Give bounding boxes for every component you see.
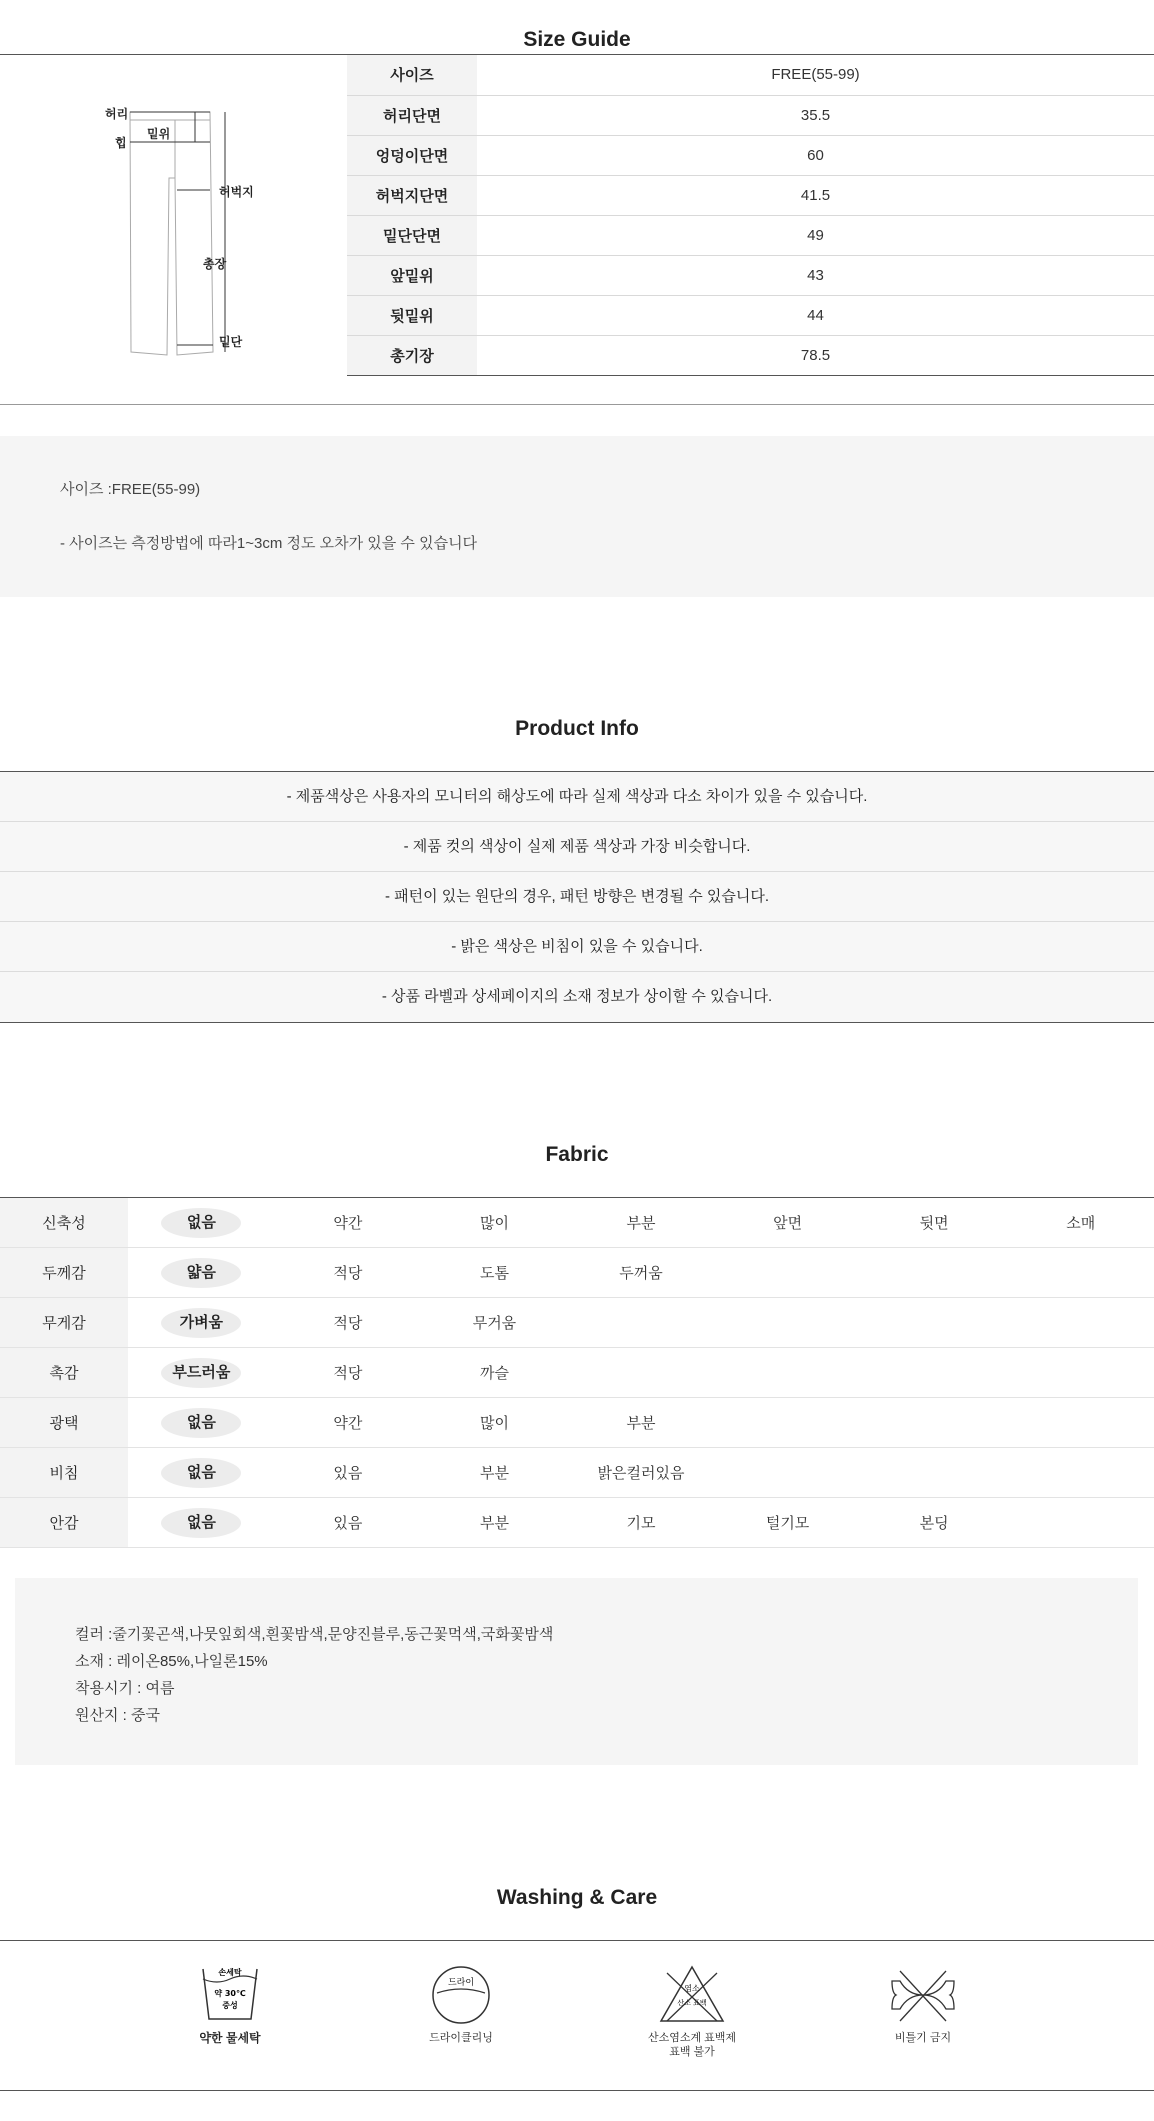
fabric-option-cell [421,1498,568,1548]
fabric-option-cell [421,1298,568,1348]
diagram-label-hip: 힙 [115,136,127,150]
fabric-option-cell [128,1448,275,1498]
fabric-row-label: 무게감 [0,1298,128,1348]
size-table-row [347,95,1154,135]
no-bleach-icon-text: 염소 [684,1984,700,1993]
pants-diagram [95,90,275,380]
product-info-item: - 제품 컷의 색상이 실제 제품 색상과 가장 비슷합니다. [0,822,1154,872]
wash-item-dry-clean [386,1963,536,2045]
size-table-row [347,215,1154,255]
fabric-option-cell [568,1198,715,1248]
wash-label: 산소염소계 표백제 표백 불가 [647,2032,737,2058]
fabric-option: 약간 [333,1215,363,1232]
size-notes-box [0,436,1154,597]
dry-clean-icon [426,1963,496,2027]
fabric-row [0,1498,1154,1548]
fabric-option-cell [128,1398,275,1448]
fabric-option: 두꺼움 [619,1265,663,1282]
fabric-option-cell [1007,1448,1154,1498]
fabric-option-cell [421,1198,568,1248]
size-table-row [347,135,1154,175]
fabric-option: 적당 [333,1265,363,1282]
size-row-value: FREE(55-99) [477,55,1154,95]
fabric-option-cell [568,1298,715,1348]
fabric-option-cell [421,1398,568,1448]
spec-color: 컬러 :줄기꽃곤색,나뭇잎회색,흰꽃밤색,문양진블루,동근꽃먹색,국화꽃밤색 [75,1626,554,1643]
fabric-option-cell [421,1348,568,1398]
fabric-row-label: 신축성 [0,1198,128,1248]
fabric-option-cell [861,1398,1008,1448]
fabric-option-cell [1007,1198,1154,1248]
hand-wash-icon-text: 약 30℃ [214,1989,246,1998]
fabric-option-selected: 가벼움 [161,1308,241,1338]
fabric-option-cell [275,1198,422,1248]
fabric-option-cell [861,1248,1008,1298]
size-row-label: 허벅지단면 [347,175,477,215]
fabric-option-cell [714,1248,861,1298]
washing-care-title: Washing & Care [496,1886,658,1909]
fabric-option-cell [714,1448,861,1498]
fabric-option-cell [861,1198,1008,1248]
fabric-option: 털기모 [765,1515,810,1532]
fabric-option: 뒷면 [919,1215,949,1232]
fabric-option: 부분 [479,1465,509,1482]
spec-material: 소재 : 레이온85%,나일론15% [75,1653,268,1670]
size-row-value: 43 [477,255,1154,295]
fabric-option-cell [275,1298,422,1348]
fabric-row [0,1248,1154,1298]
size-note: - 사이즈는 측정방법에 따라1~3cm 정도 오차가 있을 수 있습니다 [60,535,478,552]
fabric-option: 앞면 [773,1215,803,1232]
size-table-row [347,255,1154,295]
wash-label: 드라이클리닝 [429,2032,493,2044]
fabric-option-cell [1007,1498,1154,1548]
product-info-item: - 밝은 색상은 비침이 있을 수 있습니다. [0,922,1154,972]
fabric-title: Fabric [545,1143,609,1166]
fabric-option-cell [568,1398,715,1448]
fabric-option-cell [1007,1298,1154,1348]
fabric-option: 도톰 [479,1265,509,1282]
size-table-row [347,295,1154,335]
fabric-option: 본딩 [919,1515,949,1532]
washing-bottom-divider [0,2090,1154,2091]
fabric-option: 약간 [333,1415,363,1432]
no-bleach-icon [657,1963,727,2027]
size-row-label: 허리단면 [347,95,477,135]
fabric-option-cell [861,1448,1008,1498]
fabric-row-label: 광택 [0,1398,128,1448]
size-row-label: 사이즈 [347,55,477,95]
size-row-value: 35.5 [477,95,1154,135]
fabric-option-cell [568,1248,715,1298]
fabric-option-cell [275,1348,422,1398]
size-note: 사이즈 :FREE(55-99) [60,481,201,498]
size-table-row [347,335,1154,375]
dry-clean-icon-text: 드라이 [447,1978,475,1988]
product-info-list [0,771,1154,1023]
fabric-option-cell [128,1198,275,1248]
fabric-option-cell [128,1298,275,1348]
fabric-row-label: 비침 [0,1448,128,1498]
fabric-option: 부분 [479,1515,509,1532]
no-wring-icon [888,1963,958,2027]
fabric-option-cell [861,1298,1008,1348]
size-row-value: 49 [477,215,1154,255]
product-info-item: - 제품색상은 사용자의 모니터의 해상도에 따라 실제 색상과 다소 차이가 있을 수 있습니다. [0,772,1154,822]
size-row-label: 밑단단면 [347,215,477,255]
fabric-option: 많이 [479,1415,509,1432]
size-row-value: 60 [477,135,1154,175]
fabric-option: 많이 [479,1215,509,1232]
size-row-value: 44 [477,295,1154,335]
fabric-option-cell [568,1448,715,1498]
wash-item-no-wring [848,1963,998,2045]
product-info-title: Product Info [515,717,639,740]
fabric-specs-box [15,1578,1138,1765]
fabric-option-cell [714,1298,861,1348]
fabric-option-selected: 부드러움 [161,1358,241,1388]
fabric-option-cell [1007,1248,1154,1298]
fabric-row-label: 안감 [0,1498,128,1548]
fabric-option-selected: 없음 [161,1508,241,1538]
wash-item-no-bleach [617,1963,767,2059]
spec-season: 착용시기 : 여름 [75,1680,175,1697]
fabric-option-cell [568,1498,715,1548]
fabric-option-cell [1007,1398,1154,1448]
fabric-row-label: 촉감 [0,1348,128,1398]
fabric-option-cell [568,1348,715,1398]
fabric-option: 적당 [333,1365,363,1382]
size-row-label: 앞밑위 [347,255,477,295]
wash-label: 약한 물세탁 [199,2031,261,2045]
fabric-option-cell [275,1398,422,1448]
fabric-option-cell [275,1448,422,1498]
size-row-label: 뒷밑위 [347,295,477,335]
fabric-option-cell [861,1498,1008,1548]
fabric-option-cell [714,1498,861,1548]
fabric-option: 부분 [626,1215,656,1232]
fabric-row [0,1398,1154,1448]
fabric-option: 까슬 [479,1365,509,1382]
size-row-value: 41.5 [477,175,1154,215]
product-info-item: - 패턴이 있는 원단의 경우, 패턴 방향은 변경될 수 있습니다. [0,872,1154,922]
fabric-option: 적당 [333,1315,363,1332]
diagram-label-hem: 밑단 [219,335,243,349]
size-row-value: 78.5 [477,335,1154,375]
diagram-label-rise: 밑위 [147,127,171,141]
hand-wash-icon [195,1963,265,2027]
fabric-row [0,1448,1154,1498]
fabric-option-cell [275,1498,422,1548]
fabric-option-cell [421,1448,568,1498]
hand-wash-icon-text: 손세탁 [218,1968,242,1977]
fabric-option: 기모 [626,1515,656,1532]
fabric-option: 밝은컬러있음 [597,1465,685,1482]
size-table-row [347,175,1154,215]
size-row-label: 엉덩이단면 [347,135,477,175]
size-guide-title: Size Guide [523,28,631,51]
fabric-option: 있음 [333,1515,363,1532]
fabric-option-cell [861,1348,1008,1398]
fabric-option-selected: 얇음 [161,1258,241,1288]
diagram-label-thigh: 허벅지 [219,185,254,199]
fabric-option: 부분 [626,1415,656,1432]
size-table [347,55,1154,376]
fabric-option: 소매 [1066,1215,1096,1232]
fabric-option-cell [275,1248,422,1298]
fabric-option-selected: 없음 [161,1408,241,1438]
fabric-option-cell [421,1248,568,1298]
wash-label: 비틀기 금지 [894,2032,952,2044]
size-table-row [347,55,1154,95]
fabric-row [0,1198,1154,1248]
fabric-row [0,1348,1154,1398]
spec-origin: 원산지 : 중국 [75,1707,160,1724]
fabric-row [0,1298,1154,1348]
wash-item-hand-wash [155,1963,305,2045]
fabric-option-selected: 없음 [161,1458,241,1488]
fabric-option-selected: 없음 [161,1208,241,1238]
fabric-row-label: 두께감 [0,1248,128,1298]
fabric-option-cell [128,1348,275,1398]
fabric-option-cell [714,1348,861,1398]
washing-top-divider [0,1940,1154,1941]
diagram-label-length: 총장 [203,257,227,271]
fabric-option-cell [714,1198,861,1248]
product-info-item: - 상품 라벨과 상세페이지의 소재 정보가 상이할 수 있습니다. [0,972,1154,1022]
diagram-label-waist: 허리 [105,107,129,121]
fabric-table [0,1197,1154,1548]
fabric-option: 무거움 [472,1315,517,1332]
fabric-option-cell [1007,1348,1154,1398]
hand-wash-icon-text: 중성 [222,2001,238,2010]
no-bleach-icon-text: 산소 표백 [677,1999,707,2007]
size-guide-bottom-divider [0,404,1154,405]
fabric-option-cell [714,1398,861,1448]
fabric-option-cell [128,1248,275,1298]
size-row-label: 총기장 [347,335,477,375]
fabric-option-cell [128,1498,275,1548]
fabric-option: 있음 [333,1465,363,1482]
